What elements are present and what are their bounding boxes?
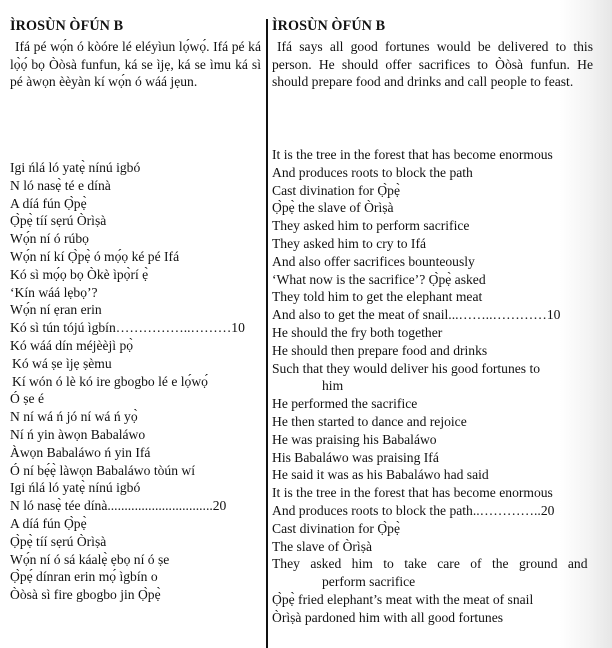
verse-line: Ó ní bẹ́ẹ̀ làwọn Babaláwo tòún wí (10, 462, 195, 478)
verse-line-10: Kó sì tún tójú ìgbín……………..………10 (10, 320, 245, 336)
verse-line: They told him to get the elephant meat (272, 289, 483, 305)
verse-line: N ní wá ń jó ní wá ń yọ̀ (10, 409, 138, 425)
verse-line: It is the tree in the forest that has become enormous (272, 485, 553, 501)
verse-line: Wọ́n ní ó sá káalẹ̀ ẹbọ ní ó ṣe (10, 551, 170, 567)
yoruba-column (10, 17, 261, 603)
verse-line: They asked him to cry to Ifá (272, 235, 427, 251)
verse-line-continuation: him (322, 378, 344, 394)
verse-line: Kí wón ó lè kó ire gbogbo lé e lọ́wọ́ (12, 373, 208, 389)
verse-line: Igi ńlá ló yatẹ̀ nínú igbó (10, 160, 141, 175)
verse-line: Kó wá ṣe ìjẹ ṣèmu (12, 355, 112, 371)
verse-line: Ó ṣe é (10, 391, 44, 407)
yoruba-intro: Ifá pé wọ́n ó kòóre lé eléyìun lọ́wọ́. Ifá pé ká lọ̀ọ́ bọ Òòsà funfun, ká se ìjẹ, ká se ìmu ká sì pé àwọn èèyàn kí wọ́n ó wáá jẹun. (10, 39, 261, 90)
english-intro: Ifá says all good fortunes would be delivered to this person. He should offer sacrifices to Òòsà funfun. He should prepare food and drinks and call people to feast. (272, 39, 593, 90)
verse-line: Cast divination for Ọ̀pẹ̀ (272, 520, 400, 536)
verse-line: And produces roots to block the path (272, 164, 473, 180)
verse-line: ‘Kín wáá lẹbọ’? (10, 284, 98, 300)
verse-line: He should the fry both together (272, 324, 443, 340)
verse-line-continuation: perform sacrifice (322, 574, 416, 590)
verse-line: Kó sì mọ́ọ bọ Òkè ìpọ̀rí ẹ̀ (10, 266, 149, 282)
verse-line: He should then prepare food and drinks (272, 342, 488, 358)
verse-line: Cast divination for Ọ̀pẹ̀ (272, 182, 400, 198)
english-verses (272, 146, 593, 627)
yoruba-heading: ÌROSÙN ÒFÚN B (10, 18, 124, 34)
verse-line: Wọ́n ní ẹran erin (10, 302, 102, 318)
verse-line: ‘What now is the sacrifice’? Ọ̀pẹ̀ asked (272, 271, 486, 287)
verse-line: Kó wáá dín méjèèjì pọ̀ (10, 337, 134, 353)
verse-line: Ní ń yin àwọn Babaláwo (10, 426, 146, 442)
verse-line: Wọ́n ní kí Ọ̀pẹ̀ ó mọ́ọ ké pé Ifá (10, 248, 180, 264)
verse-line: Ọ̀pẹ̀ the slave of Òrìṣà (272, 200, 394, 216)
verse-line: It is the tree in the forest that has become enormous (272, 147, 553, 162)
verse-line: And also offer sacrifices bounteously (272, 253, 475, 269)
verse-line: N ló nasẹ̀ té e dínà (10, 177, 111, 193)
verse-line: Òrìṣà pardoned him with all good fortunes (272, 609, 504, 625)
verse-line: He then started to dance and rejoice (272, 413, 467, 429)
english-column (272, 17, 593, 625)
verse-line: They asked him to take care of the ground and (272, 556, 588, 572)
verse-line: The slave of Òrìṣà (272, 538, 373, 554)
verse-line: Ọ̀pẹ̀ fried elephant’s meat with the meat of snail (272, 591, 534, 607)
verse-line-20: And produces roots to block the path..…………..20 (272, 502, 555, 518)
verse-line: Such that they would deliver his good fortunes to (272, 360, 541, 376)
verse-line: Òòsà sì fire gbogbo jin Ọ̀pẹ̀ (10, 587, 161, 603)
verse-line: Igi ńlá ló yatẹ̀ nínú igbó (10, 480, 141, 496)
verse-line: Àwọn Babaláwo ń yin Ifá (10, 444, 151, 460)
verse-line: They asked him to perform sacrifice (272, 218, 470, 234)
english-heading: ÌROSÙN ÒFÚN B (272, 18, 386, 34)
verse-line-20: N ló nasẹ̀ tée dínà...............................20 (10, 498, 227, 514)
verse-line: He performed the sacrifice (272, 396, 418, 412)
verse-line-10: And also to get the meat of snail...……..…………10 (272, 307, 561, 323)
verse-line: He said it was as his Babaláwo had said (272, 467, 489, 483)
yoruba-verses (10, 159, 261, 604)
verse-line: Ọ̀pẹ̀ tíí sẹrú Òrìṣà (10, 533, 107, 549)
column-divider (266, 19, 268, 648)
verse-line: His Babaláwo was praising Ifá (272, 449, 439, 465)
verse-line: Ọ̀pẹ́ dínran erin mọ́ ìgbín o (10, 569, 158, 585)
verse-line: A díá fún Ọ̀pẹ̀ (10, 515, 87, 531)
verse-line: Ọ̀pẹ̀ tíí sẹrú Òrìṣà (10, 213, 107, 229)
verse-line: A díá fún Ọ̀pẹ̀ (10, 195, 87, 211)
verse-line: Wọ́n ní ó rúbọ (10, 231, 89, 247)
verse-line: He was praising his Babaláwo (272, 431, 437, 447)
